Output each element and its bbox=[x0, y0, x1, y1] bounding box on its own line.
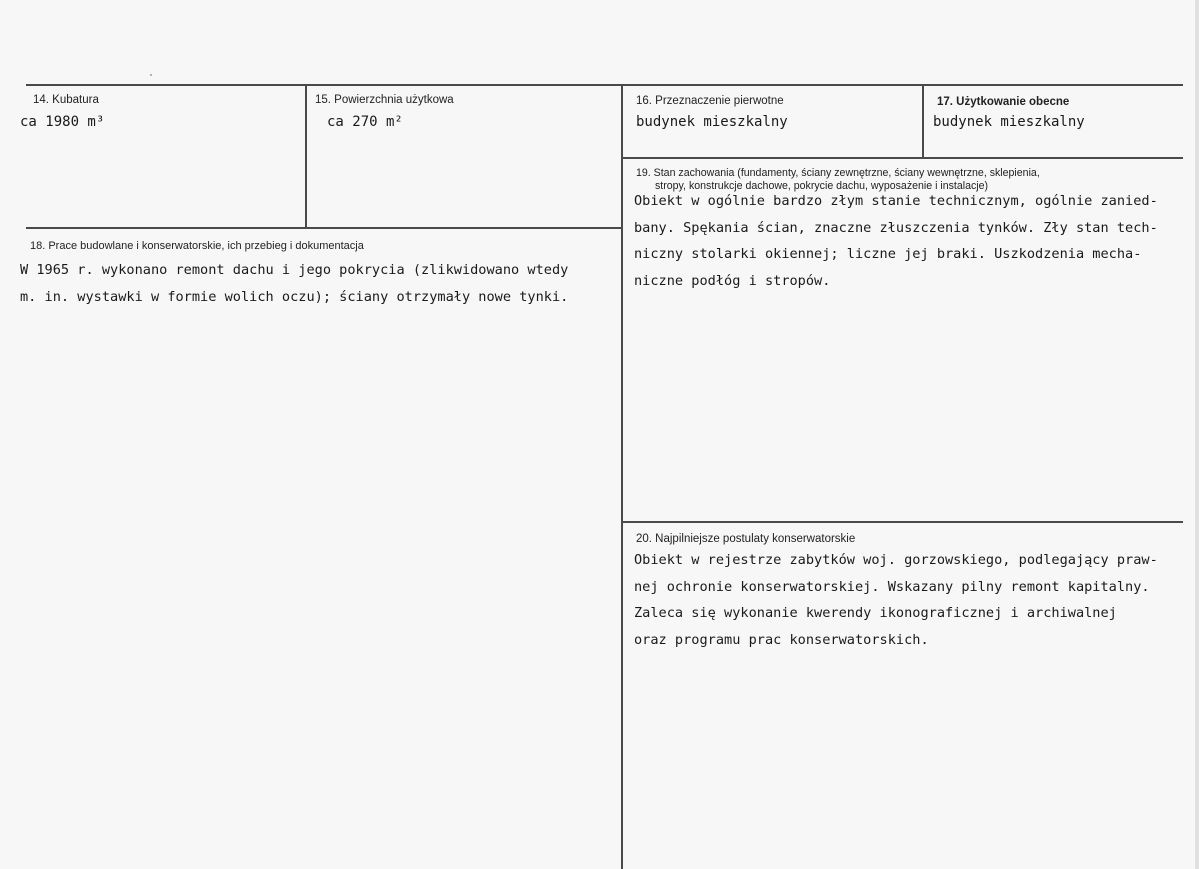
field-18-line-2: m. in. wystawki w formie wolich oczu); ściany otrzymały nowe tynki. bbox=[20, 288, 569, 305]
field-18-text bbox=[20, 257, 568, 310]
field-19-label: 19. Stan zachowania (fundamenty, ściany zewnętrzne, ściany wewnętrzne, sklepienia, bbox=[636, 167, 1040, 179]
top-rule bbox=[26, 84, 1183, 86]
field-16-value: budynek mieszkalny bbox=[636, 114, 788, 130]
field-20-line-3: Zaleca się wykonanie kwerendy ikonograficznej i archiwalnej bbox=[634, 605, 1117, 621]
field-18-label: 18. Prace budowlane i konserwatorskie, ich przebieg i dokumentacja bbox=[30, 240, 364, 252]
field-20-text bbox=[634, 547, 1158, 653]
rule-above-19 bbox=[621, 157, 1183, 159]
field-19-line-3: niczny stolarki okiennej; liczne jej braki. Uszkodzenia mecha- bbox=[634, 246, 1142, 262]
field-15-value: ca 270 m² bbox=[327, 114, 403, 130]
field-15-label: 15. Powierzchnia użytkowa bbox=[315, 94, 454, 106]
center-divider bbox=[621, 84, 623, 869]
field-20-label: 20. Najpilniejsze postulaty konserwatorskie bbox=[636, 533, 856, 545]
field-17-label: 17. Użytkowanie obecne bbox=[937, 96, 1070, 108]
field-16-label: 16. Przeznaczenie pierwotne bbox=[636, 95, 784, 107]
field-19-label-cont: stropy, konstrukcje dachowe, pokrycie dachu, wyposażenie i instalacje) bbox=[655, 180, 989, 192]
field-17-value: budynek mieszkalny bbox=[933, 114, 1085, 130]
field-20-line-4: oraz programu prac konserwatorskich. bbox=[634, 631, 929, 648]
divider-16-17 bbox=[922, 84, 924, 158]
card-edge bbox=[1195, 0, 1199, 869]
field-19-text bbox=[634, 188, 1158, 294]
field-14-label: 14. Kubatura bbox=[33, 94, 99, 106]
field-20-line-2: nej ochronie konserwatorskiej. Wskazany pilny remont kapitalny. bbox=[634, 578, 1150, 595]
rule-above-20 bbox=[621, 521, 1183, 523]
field-20-line-1: Obiekt w rejestrze zabytków woj. gorzowskiego, podlegający praw- bbox=[634, 552, 1158, 568]
divider-14-15 bbox=[305, 84, 307, 228]
field-14-value: ca 1980 m³ bbox=[20, 114, 105, 130]
field-19-line-2: bany. Spękania ścian, znaczne złuszczenia tynków. Zły stan tech- bbox=[634, 219, 1158, 236]
field-18-line-1: W 1965 r. wykonano remont dachu i jego pokrycia (zlikwidowano wtedy bbox=[20, 262, 569, 278]
field-19-line-4: niczne podłóg i stropów. bbox=[634, 272, 831, 289]
stray-dot bbox=[150, 74, 152, 76]
rule-above-18 bbox=[26, 227, 623, 229]
field-19-line-1: Obiekt w ogólnie bardzo złym stanie technicznym, ogólnie zanied- bbox=[634, 193, 1158, 209]
